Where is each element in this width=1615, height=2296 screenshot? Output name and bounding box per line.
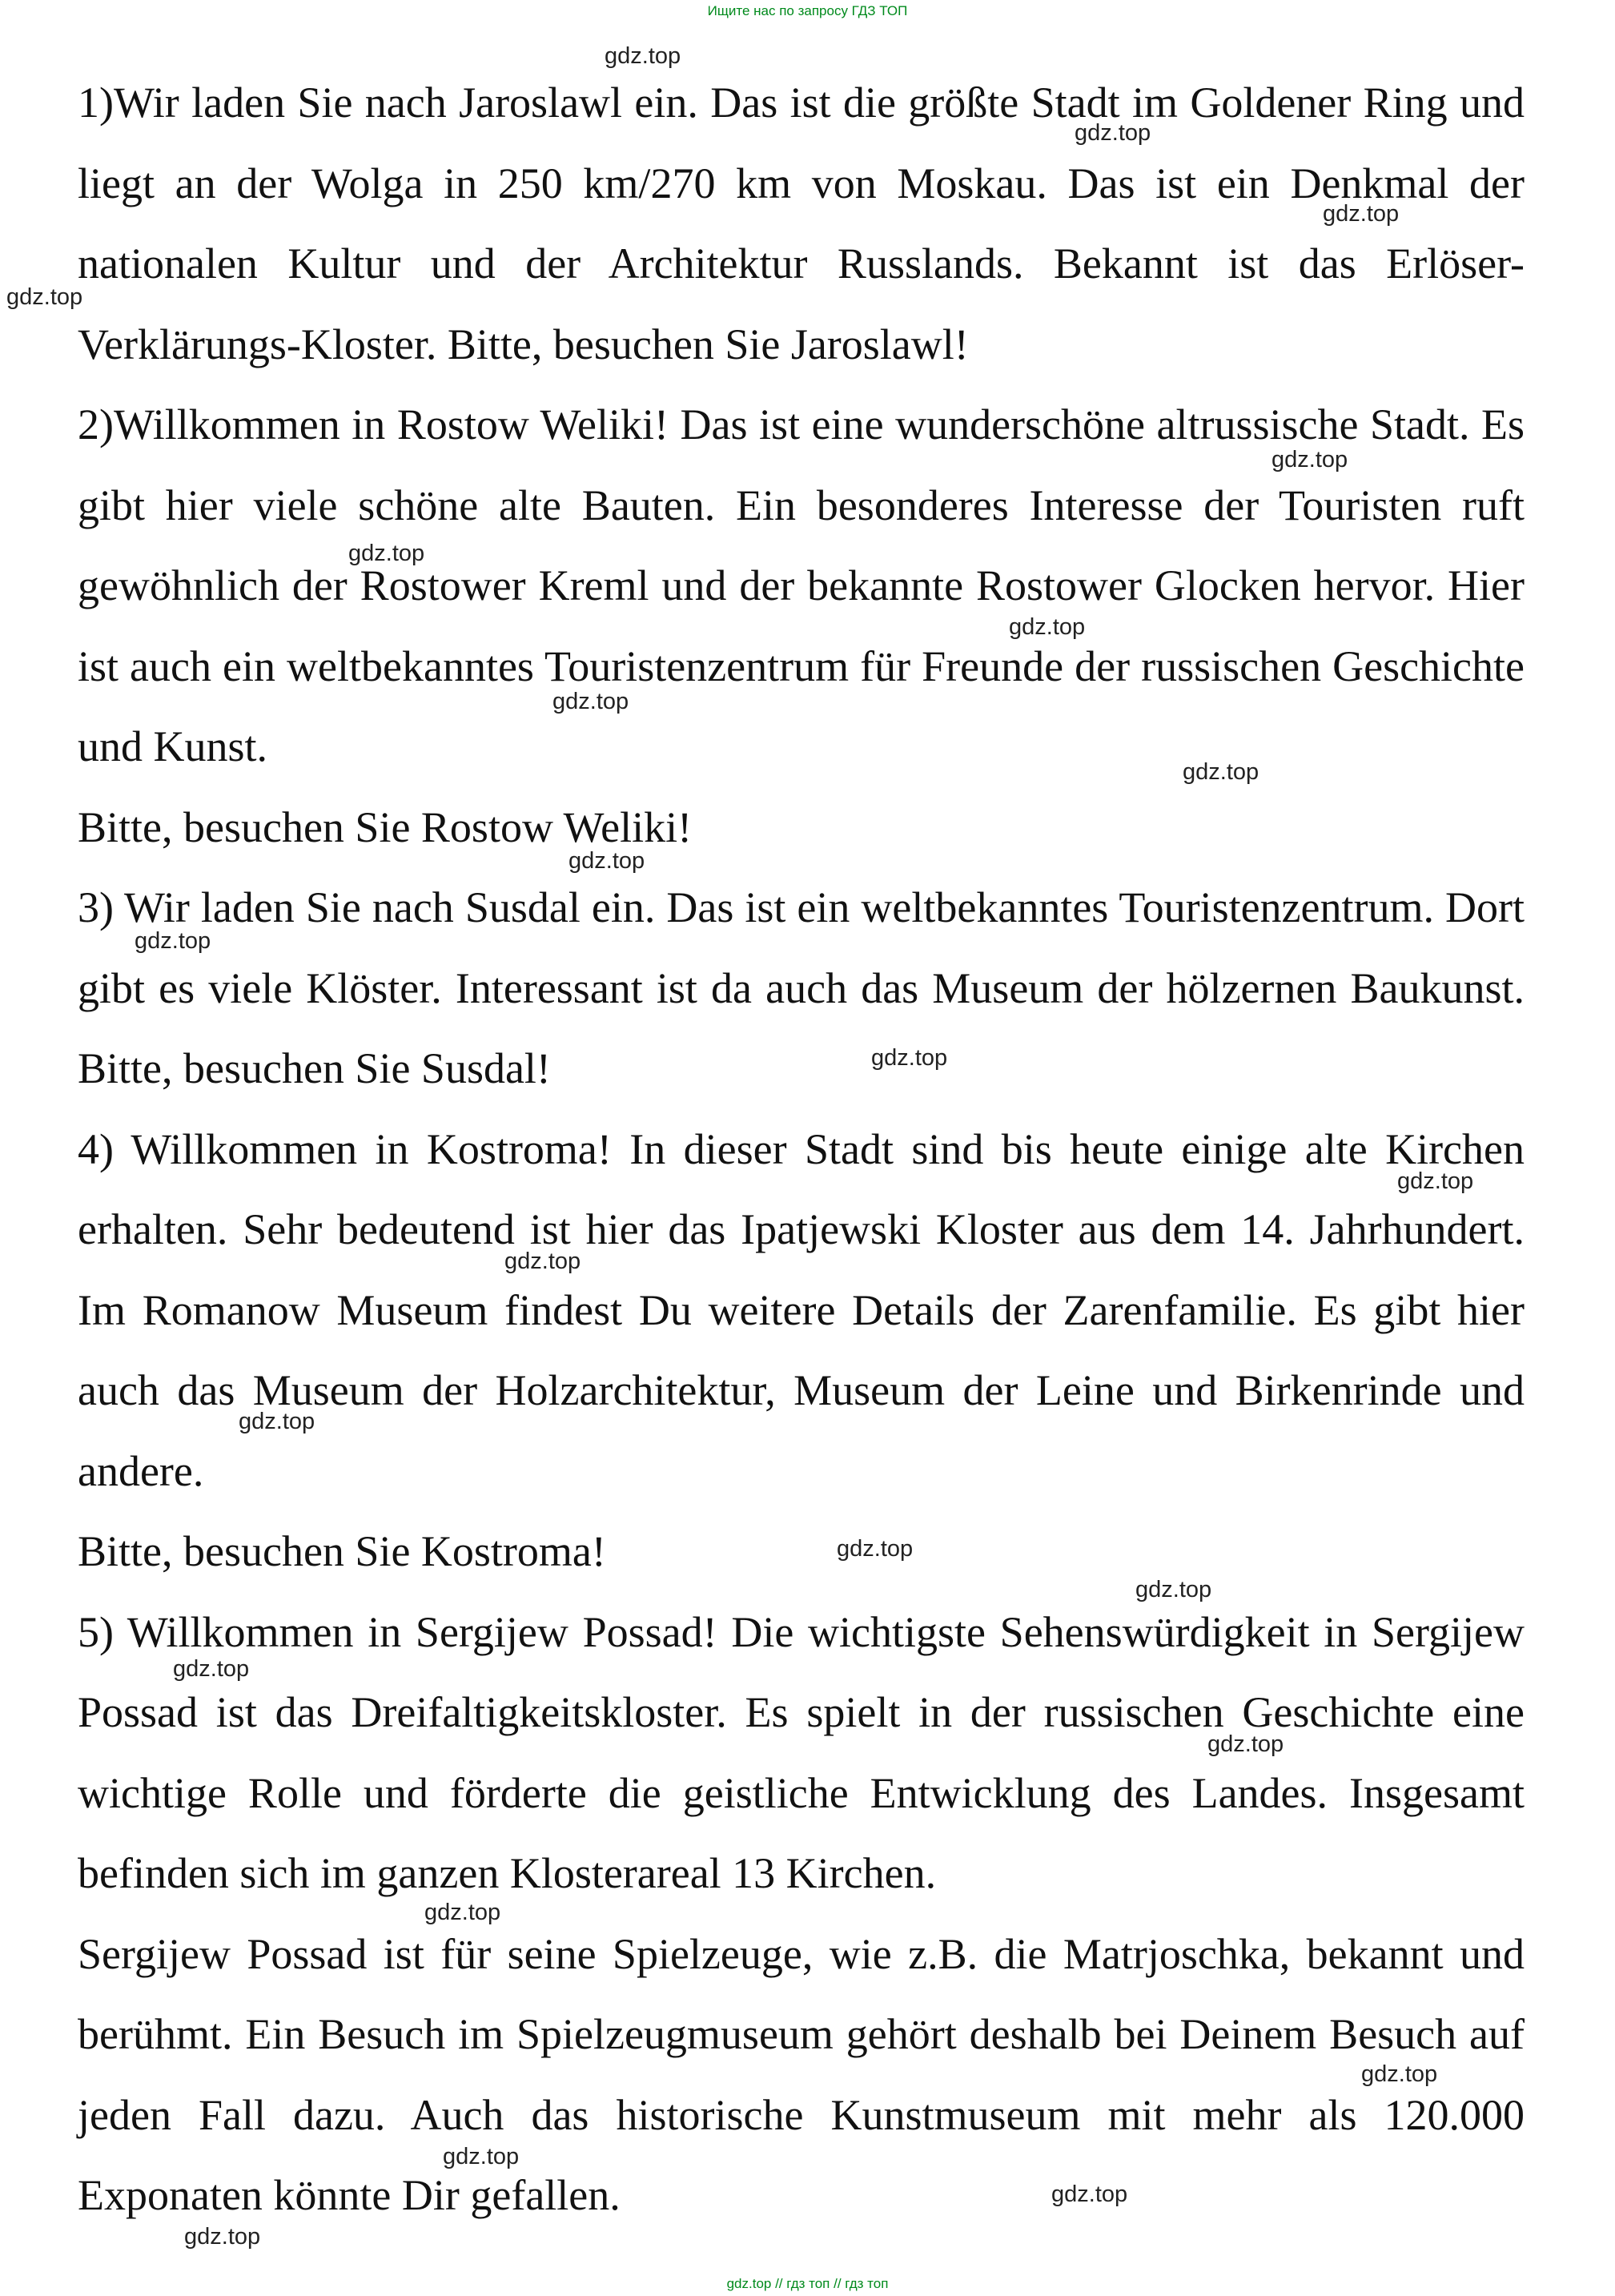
- watermark: gdz.top: [1361, 2061, 1438, 2087]
- watermark: gdz.top: [1075, 120, 1151, 146]
- watermark: gdz.top: [1397, 1168, 1474, 1194]
- watermark: gdz.top: [1272, 447, 1348, 472]
- watermark: gdz.top: [6, 284, 83, 310]
- paragraph-susdal: 3) Wir laden Sie nach Susdal ein. Das ist ein weltbekanntes Touristenzentrum. Dort gibt es viele Klöster. Interessant ist da auch das Museum der hölzernen Baukunst. Bitte, besuchen Sie Susdal!: [78, 883, 1525, 1092]
- watermark: gdz.top: [1207, 1731, 1284, 1757]
- paragraph-rostow: 2)Willkommen in Rostow Weliki! Das ist eine wunderschöne altrussische Stadt. Es gibt hier viele schöne alte Bauten. Ein besonderes Interesse der Touristen ruft gewöhnlich der Rostower Kreml und der bekannte Rostower Glocken hervor. Hier ist auch ein weltbekanntes Touristenzentrum für Freunde der russischen Geschichte und Kunst.: [78, 400, 1525, 770]
- watermark: gdz.top: [1009, 614, 1086, 640]
- paragraph-kostroma-invite: Bitte, besuchen Sie Kostroma!: [78, 1527, 606, 1575]
- watermark: gdz.top: [443, 2144, 520, 2169]
- text-body: [78, 62, 1525, 2236]
- watermark: gdz.top: [504, 1249, 581, 1274]
- watermark: gdz.top: [871, 1045, 948, 1071]
- paragraph-rostow-invite: Bitte, besuchen Sie Rostow Weliki!: [78, 802, 693, 851]
- watermark: gdz.top: [568, 848, 645, 874]
- watermark: gdz.top: [837, 1536, 914, 1562]
- top-banner: Ищите нас по запросу ГДЗ ТОП: [707, 3, 908, 18]
- paragraph-kostroma: 4) Willkommen in Kostroma! In dieser Stadt sind bis heute einige alte Kirchen erhalten. Sehr bedeutend ist hier das Ipatjewski Kloster aus dem 14. Jahrhundert. Im Romanow Museum findest Du weitere Details der Zarenfamilie. Es gibt hier auch das Museum der Holzarchitektur, Museum der Leine und Birkenrinde und andere.: [78, 1124, 1525, 1495]
- watermark: gdz.top: [1051, 2181, 1128, 2207]
- watermark: gdz.top: [239, 1409, 315, 1434]
- paragraph-jaroslawl: 1)Wir laden Sie nach Jaroslawl ein. Das ist die größte Stadt im Goldener Ring und liegt an der Wolga in 250 km/270 km von Moskau. Das ist ein Denkmal der nationalen Kultur und der Architektur Russlands. Bekannt ist das Erlöser-Verklärungs-Kloster. Bitte, besuchen Sie Jaroslawl!: [78, 78, 1525, 368]
- paragraph-sergijew-possad: 5) Willkommen in Sergijew Possad! Die wichtigste Sehenswürdigkeit in Sergijew Possad ist das Dreifaltigkeitskloster. Es spielt in der russischen Geschichte eine wichtige Rolle und förderte die geistliche Entwicklung des Landes. Insgesamt befinden sich im ganzen Klosterareal 13 Kirchen.: [78, 1607, 1525, 1897]
- watermark: gdz.top: [1183, 759, 1259, 785]
- paragraph-sergijew-possad-toys: Sergijew Possad ist für seine Spielzeuge, wie z.B. die Matrjoschka, bekannt und berühmt. Ein Besuch im Spielzeugmuseum gehört deshalb bei Deinem Besuch auf jeden Fall dazu. Auch das historische Kunstmuseum mit mehr als 120.000 Exponaten könnte Dir gefallen.: [78, 1929, 1525, 2219]
- watermark: gdz.top: [135, 928, 211, 954]
- watermark: gdz.top: [1323, 201, 1400, 227]
- watermark: gdz.top: [424, 1900, 501, 1925]
- watermark: gdz.top: [1135, 1577, 1212, 1602]
- watermark: gdz.top: [605, 43, 681, 69]
- watermark: gdz.top: [184, 2224, 261, 2250]
- watermark: gdz.top: [552, 689, 629, 714]
- watermark: gdz.top: [173, 1656, 250, 1682]
- bottom-banner: gdz.top // гдз топ // гдз топ: [726, 2276, 889, 2291]
- watermark: gdz.top: [348, 541, 425, 566]
